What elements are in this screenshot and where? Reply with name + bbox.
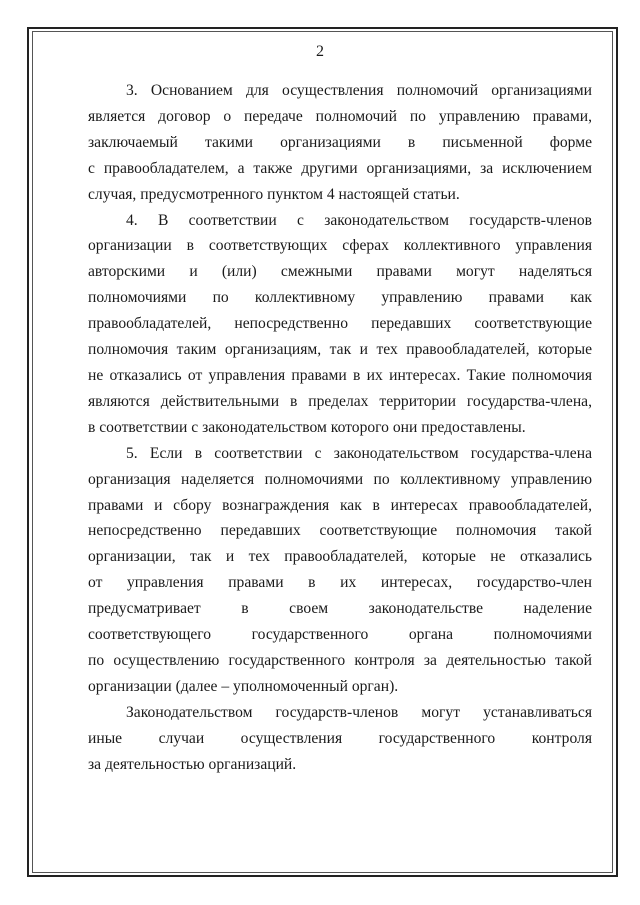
- text-line: соответствующего государственного органа полномочиями: [88, 626, 592, 644]
- paragraph-item-4: [88, 208, 592, 441]
- text-line: Законодательством государств-членов могут устанавливаться: [126, 703, 592, 721]
- text-line: являются действительными в пределах территории государства-члена,: [88, 392, 592, 410]
- text-line: от управления правами в их интересах, государство-член: [88, 574, 592, 592]
- text-line: по осуществлению государственного контроля за деятельностью такой: [88, 651, 592, 669]
- text-line: не отказались от управления правами в их интересах. Такие полномочия: [88, 366, 592, 384]
- text-line: организации в соответствующих сферах коллективного управления: [88, 237, 592, 255]
- text-line: предусматривает в своем законодательстве наделение: [88, 600, 592, 618]
- text-line: случая, предусмотренного пунктом 4 настоящей статьи.: [88, 185, 460, 203]
- text-line: 4. В соответствии с законодательством государств-членов: [126, 211, 592, 229]
- text-line: иные случаи осуществления государственного контроля: [88, 729, 592, 747]
- text-line: за деятельностью организаций.: [88, 755, 297, 773]
- text-line: является договор о передаче полномочий по управлению правами,: [88, 107, 592, 125]
- text-line: организации, так и тех правообладателей, которые не отказались: [88, 548, 592, 566]
- document-body: [88, 78, 592, 777]
- text-line: организация наделяется полномочиями по коллективному управлению: [88, 470, 592, 488]
- text-line: правами и сбору вознаграждения как в интересах правообладателей,: [88, 496, 592, 514]
- text-line: с правообладателем, а также другими организациями, за исключением: [88, 159, 592, 177]
- text-line: непосредственно передавших соответствующие полномочия такой: [88, 522, 592, 540]
- text-line: авторскими и (или) смежными правами могут наделяться: [88, 263, 592, 281]
- paragraph-closing: [88, 700, 592, 778]
- text-line: полномочиями по коллективному управлению правами как: [88, 289, 592, 307]
- text-line: в соответствии с законодательством которого они предоставлены.: [88, 418, 526, 436]
- paragraph-item-3: [88, 78, 592, 208]
- text-line: организации (далее – уполномоченный орган).: [88, 677, 399, 695]
- text-line: полномочия таким организациям, так и тех правообладателей, которые: [88, 341, 592, 359]
- text-line: 5. Если в соответствии с законодательством государства-члена: [126, 444, 592, 462]
- text-line: заключаемый такими организациями в письменной форме: [88, 133, 592, 151]
- text-line: 3. Основанием для осуществления полномочий организациями: [126, 82, 592, 99]
- text-line: правообладателей, непосредственно передавших соответствующие: [88, 315, 592, 333]
- page-number: 2: [316, 43, 324, 60]
- paragraph-item-5: [88, 441, 592, 700]
